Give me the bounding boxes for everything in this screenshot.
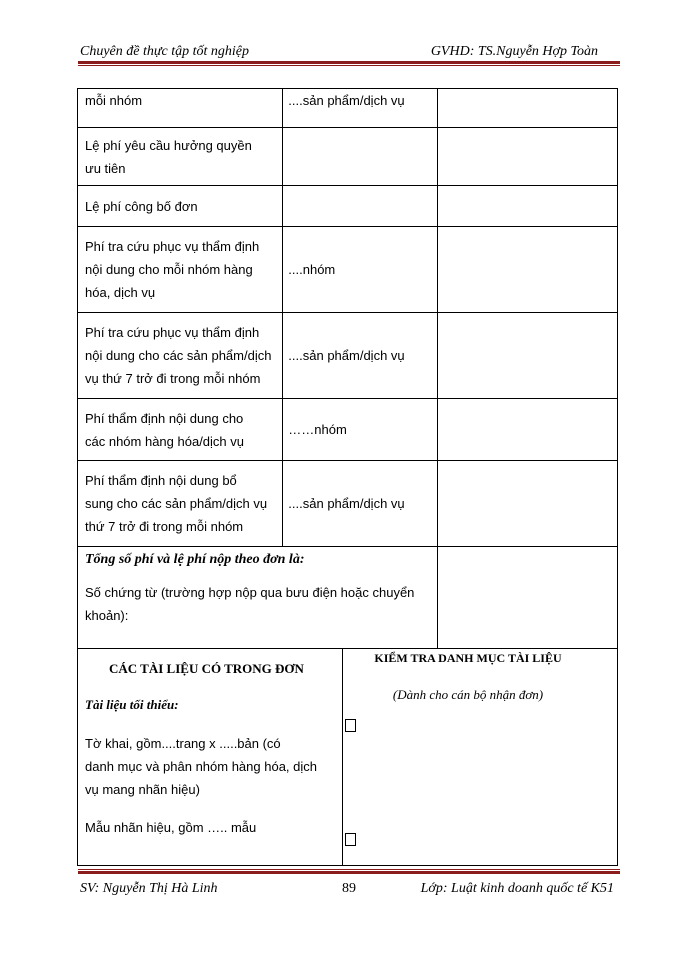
total-amount-cell bbox=[437, 547, 617, 649]
fee-cell bbox=[78, 461, 283, 547]
fee-label-cont: ưu tiên bbox=[85, 160, 126, 176]
documents-section bbox=[77, 648, 618, 866]
table-row bbox=[78, 547, 618, 649]
document-item-text: Mẫu nhãn hiệu, gồm ….. mẫu bbox=[85, 820, 257, 835]
column-divider bbox=[342, 649, 343, 865]
footer-class: Lớp: Luật kinh doanh quốc tế K51 bbox=[420, 881, 614, 896]
check-subtitle: (Dành cho cán bộ nhận đơn) bbox=[392, 687, 544, 702]
amount-cell bbox=[437, 128, 617, 186]
document-item-declaration bbox=[85, 732, 335, 801]
table-row bbox=[78, 313, 618, 399]
quantity-label: ....sản phẩm/dịch vụ bbox=[288, 93, 405, 108]
quantity-cell bbox=[283, 186, 438, 227]
fee-label: Lệ phí công bố đơn bbox=[85, 198, 198, 214]
amount-cell bbox=[437, 89, 617, 128]
footer-student: SV: Nguyễn Thị Hà Linh bbox=[80, 881, 218, 896]
page-header bbox=[80, 44, 620, 62]
amount-cell bbox=[437, 313, 617, 399]
amount-cell bbox=[437, 227, 617, 313]
document-item-text: Tờ khai, gồm....trang x .....bản (có bbox=[85, 736, 281, 751]
quantity-cell bbox=[283, 313, 438, 399]
amount-cell bbox=[437, 461, 617, 547]
quantity-label: ....nhóm bbox=[288, 262, 336, 277]
amount-cell bbox=[437, 186, 617, 227]
fee-label-cont: hóa, dịch vụ bbox=[85, 285, 156, 300]
total-cell bbox=[78, 547, 438, 649]
fee-label-cont: thứ 7 trở đi trong mỗi nhóm bbox=[85, 519, 244, 534]
table-row bbox=[78, 399, 618, 461]
header-rule bbox=[78, 61, 620, 66]
total-title: Tổng số phí và lệ phí nộp theo đơn là: bbox=[85, 552, 305, 567]
table-row bbox=[78, 186, 618, 227]
table-row bbox=[78, 89, 618, 128]
fee-label: Phí tra cứu phục vụ thẩm định bbox=[85, 239, 260, 254]
quantity-label: ……nhóm bbox=[288, 422, 347, 437]
header-right: GVHD: TS.Nguyễn Hợp Toàn bbox=[430, 44, 598, 59]
fee-cell bbox=[78, 399, 283, 461]
checkbox[interactable] bbox=[345, 833, 356, 846]
quantity-label: ....sản phẩm/dịch vụ bbox=[288, 348, 405, 363]
fee-cell bbox=[78, 227, 283, 313]
fee-label: Phí thẩm định nội dung cho bbox=[85, 410, 244, 426]
fee-label-cont: nội dung cho các sản phẩm/dịch bbox=[85, 348, 272, 363]
minimum-documents-label: Tài liệu tối thiểu: bbox=[85, 697, 179, 712]
header-left: Chuyên đề thực tập tốt nghiệp bbox=[80, 44, 249, 59]
fee-cell bbox=[78, 89, 283, 128]
checkbox[interactable] bbox=[345, 719, 356, 732]
page-footer bbox=[80, 881, 620, 899]
fee-label-cont: nội dung cho mỗi nhóm hàng bbox=[85, 262, 253, 277]
document-item-text: vụ mang nhãn hiệu) bbox=[85, 782, 200, 797]
footer-rule bbox=[78, 869, 620, 874]
fee-label: mỗi nhóm bbox=[85, 93, 143, 108]
quantity-cell bbox=[283, 89, 438, 128]
amount-cell bbox=[437, 399, 617, 461]
page-number: 89 bbox=[342, 881, 356, 896]
documents-title: CÁC TÀI LIỆU CÓ TRONG ĐƠN bbox=[109, 661, 304, 676]
fee-cell bbox=[78, 186, 283, 227]
fee-label-cont: các nhóm hàng hóa/dịch vụ bbox=[85, 433, 244, 449]
fee-cell bbox=[78, 128, 283, 186]
fee-table bbox=[77, 88, 618, 649]
quantity-cell bbox=[283, 461, 438, 547]
quantity-cell bbox=[283, 399, 438, 461]
quantity-label: ....sản phẩm/dịch vụ bbox=[288, 496, 405, 511]
document-item-text: danh mục và phân nhóm hàng hóa, dịch bbox=[85, 759, 318, 774]
quantity-cell bbox=[283, 227, 438, 313]
fee-cell bbox=[78, 313, 283, 399]
fee-label-cont: sung cho các sản phẩm/dịch vụ bbox=[85, 496, 268, 511]
fee-label: Lệ phí yêu cầu hưởng quyền bbox=[85, 137, 252, 153]
check-title: KIỂM TRA DANH MỤC TÀI LIỆU bbox=[374, 651, 562, 665]
table-row bbox=[78, 227, 618, 313]
document-item-mark-sample bbox=[85, 816, 256, 839]
fee-label-cont: vụ thứ 7 trở đi trong mỗi nhóm bbox=[85, 371, 261, 386]
voucher-label: Số chứng từ (trường hợp nộp qua bưu điện hoặc chuyển bbox=[85, 585, 415, 600]
table-row bbox=[78, 128, 618, 186]
voucher-label-cont: khoản): bbox=[85, 608, 129, 623]
quantity-cell bbox=[283, 128, 438, 186]
fee-label: Phí thẩm định nội dung bổ bbox=[85, 473, 237, 488]
table-row bbox=[78, 461, 618, 547]
fee-label: Phí tra cứu phục vụ thẩm định bbox=[85, 325, 260, 340]
